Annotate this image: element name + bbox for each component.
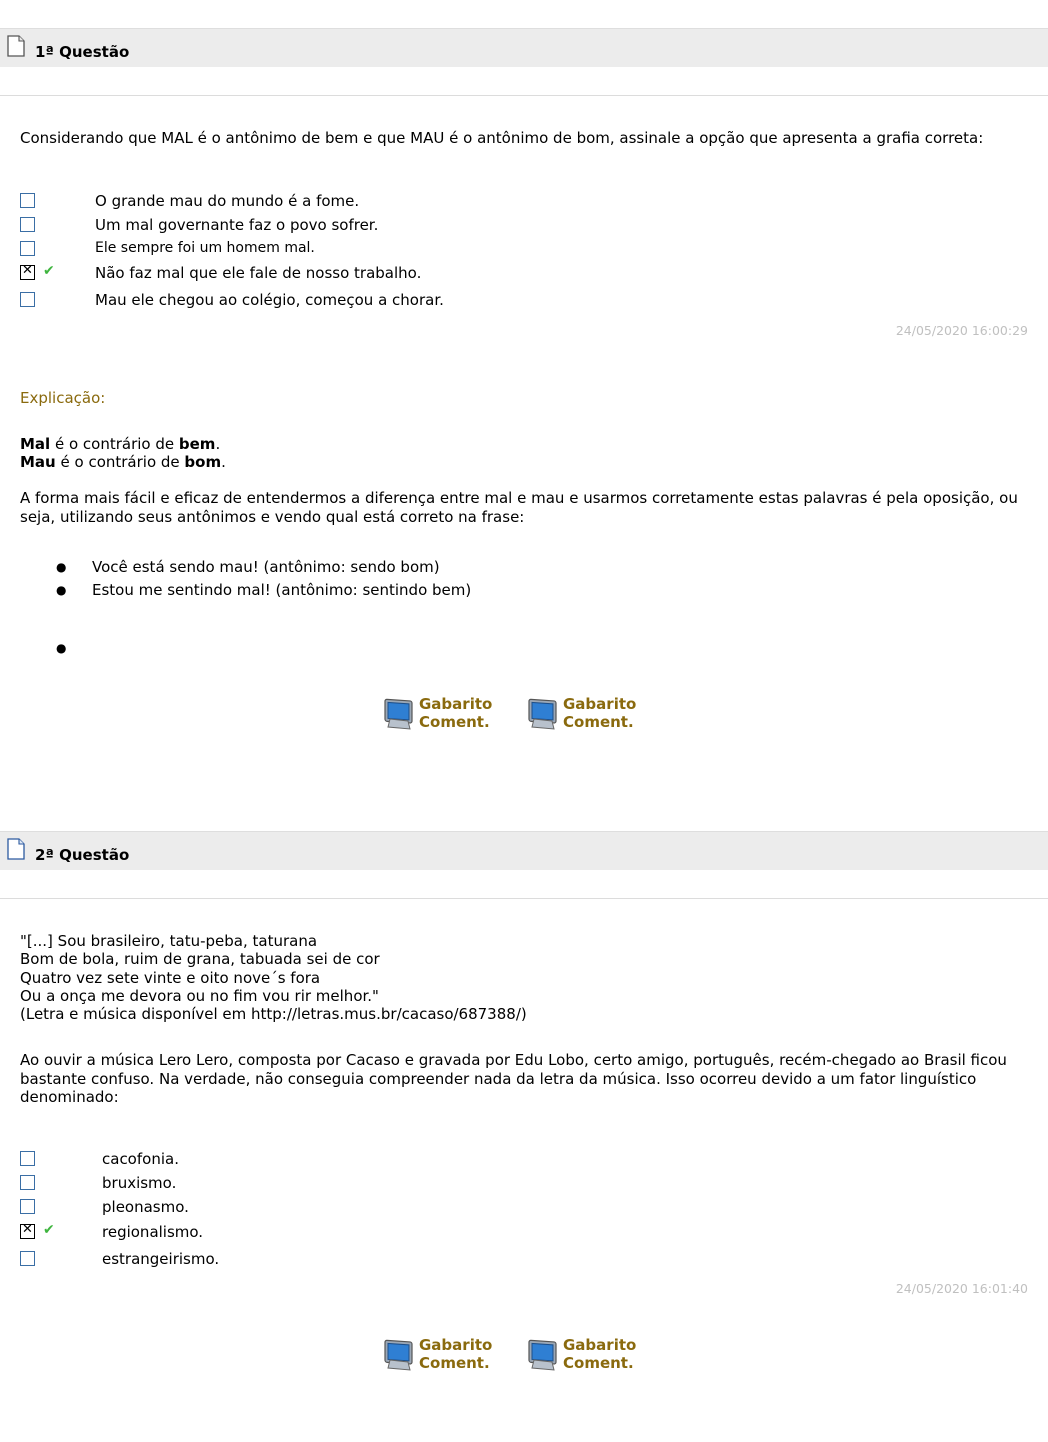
text: Gabarito bbox=[563, 695, 637, 713]
answer-timestamp: 24/05/2020 16:01:40 bbox=[895, 1281, 1028, 1296]
option-checkbox[interactable] bbox=[20, 193, 35, 208]
question-2-statement: Ao ouvir a música Lero Lero, composta por Cacaso e gravada por Edu Lobo, certo amigo, português, recém-chegado ao Brasil ficou bastante confuso. Na verdade, não conseguia compreender nada da letra da música. Isso ocorreu devido a um fator linguístico denominado: bbox=[20, 1051, 1007, 1106]
divider bbox=[0, 898, 1048, 899]
monitor-icon bbox=[526, 697, 560, 733]
question-2-title: 2ª Questão bbox=[35, 846, 130, 864]
song-lyrics bbox=[20, 932, 1028, 1023]
gabarito-label bbox=[563, 1336, 636, 1372]
explanation-paragraph: A forma mais fácil e eficaz de entendermos a diferença entre mal e mau e usarmos corretamente estas palavras é pela oposição, ou seja, utilizando seus antônimos e vendo qual está correto na frase: bbox=[20, 489, 1018, 526]
gabarito-comentado-button[interactable] bbox=[526, 1336, 656, 1376]
bullet: ● bbox=[56, 641, 67, 655]
checkmark-icon: ✔ bbox=[43, 263, 55, 279]
bullet-text: Você está sendo mau! (antônimo: sendo bom) bbox=[92, 558, 440, 576]
bullet-text: Estou me sentindo mal! (antônimo: sentindo bem) bbox=[92, 581, 472, 599]
text: é o contrário de bbox=[55, 453, 185, 471]
text: Coment. bbox=[563, 713, 634, 731]
explanation-line bbox=[20, 453, 226, 471]
answer-timestamp: 24/05/2020 16:00:29 bbox=[895, 323, 1028, 338]
gabarito-comentado-button[interactable] bbox=[382, 1336, 512, 1376]
option-label: O grande mau do mundo é a fome. bbox=[95, 192, 360, 210]
text: Gabarito bbox=[563, 1336, 637, 1354]
text: Gabarito bbox=[419, 695, 493, 713]
option-label: Um mal governante faz o povo sofrer. bbox=[95, 216, 379, 234]
text: Coment. bbox=[563, 1354, 634, 1372]
monitor-icon bbox=[382, 697, 416, 733]
monitor-icon bbox=[526, 1338, 560, 1374]
option-checkbox[interactable] bbox=[20, 292, 35, 307]
option-checkbox[interactable] bbox=[20, 217, 35, 232]
option-label: bruxismo. bbox=[102, 1174, 177, 1192]
term-mau: Mau bbox=[20, 453, 56, 471]
term-bem: bem bbox=[178, 435, 216, 453]
option-label: regionalismo. bbox=[102, 1223, 204, 1241]
checkmark-icon: ✔ bbox=[43, 1222, 55, 1238]
option-checkbox[interactable] bbox=[20, 1175, 35, 1190]
gabarito-comentado-button[interactable] bbox=[526, 695, 656, 735]
explanation-label: Explicação: bbox=[20, 389, 106, 407]
text: é o contrário de bbox=[50, 435, 179, 453]
term-bom: bom bbox=[184, 453, 222, 471]
text: . bbox=[221, 453, 226, 471]
term-mal: Mal bbox=[20, 435, 51, 453]
lyrics-line: "[...] Sou brasileiro, tatu-peba, taturana bbox=[20, 932, 318, 950]
question-2-header bbox=[0, 831, 1048, 870]
explanation-line bbox=[20, 435, 220, 453]
question-1-statement: Considerando que MAL é o antônimo de bem e que MAU é o antônimo de bom, assinale a opção que apresenta a grafia correta: bbox=[20, 129, 984, 147]
option-checkbox[interactable] bbox=[20, 1251, 35, 1266]
bullet: ● bbox=[56, 560, 67, 574]
option-label: cacofonia. bbox=[102, 1150, 179, 1168]
divider bbox=[0, 95, 1048, 96]
gabarito-label bbox=[419, 1336, 492, 1372]
option-checkbox[interactable] bbox=[20, 1151, 35, 1166]
lyrics-line: Ou a onça me devora ou no fim vou rir melhor." bbox=[20, 986, 379, 1005]
option-label: estrangeirismo. bbox=[102, 1250, 220, 1268]
monitor-icon bbox=[382, 1338, 416, 1374]
option-label: Não faz mal que ele fale de nosso trabalho. bbox=[95, 264, 422, 282]
option-checkbox[interactable] bbox=[20, 1199, 35, 1214]
document-icon bbox=[6, 35, 26, 57]
gabarito-comentado-button[interactable] bbox=[382, 695, 512, 735]
bullet: ● bbox=[56, 583, 67, 597]
gabarito-label bbox=[563, 695, 636, 731]
option-checkbox[interactable] bbox=[20, 241, 35, 256]
text: Coment. bbox=[419, 1354, 490, 1372]
lyrics-source: (Letra e música disponível em http://letras.mus.br/cacaso/687388/) bbox=[20, 1005, 527, 1024]
option-checkbox-selected[interactable] bbox=[20, 265, 35, 280]
text: Gabarito bbox=[419, 1336, 493, 1354]
gabarito-label bbox=[419, 695, 492, 731]
question-1-header bbox=[0, 28, 1048, 67]
option-label: pleonasmo. bbox=[102, 1198, 189, 1216]
text: Coment. bbox=[419, 713, 490, 731]
lyrics-line: Bom de bola, ruim de grana, tabuada sei de cor bbox=[20, 950, 380, 969]
question-1-title: 1ª Questão bbox=[35, 43, 130, 61]
lyrics-line: Quatro vez sete vinte e oito nove´s fora bbox=[20, 968, 321, 987]
option-checkbox-selected[interactable] bbox=[20, 1224, 35, 1239]
option-label: Ele sempre foi um homem mal. bbox=[95, 240, 315, 256]
document-icon bbox=[6, 838, 26, 860]
text: . bbox=[215, 435, 221, 453]
option-label: Mau ele chegou ao colégio, começou a chorar. bbox=[95, 291, 444, 309]
